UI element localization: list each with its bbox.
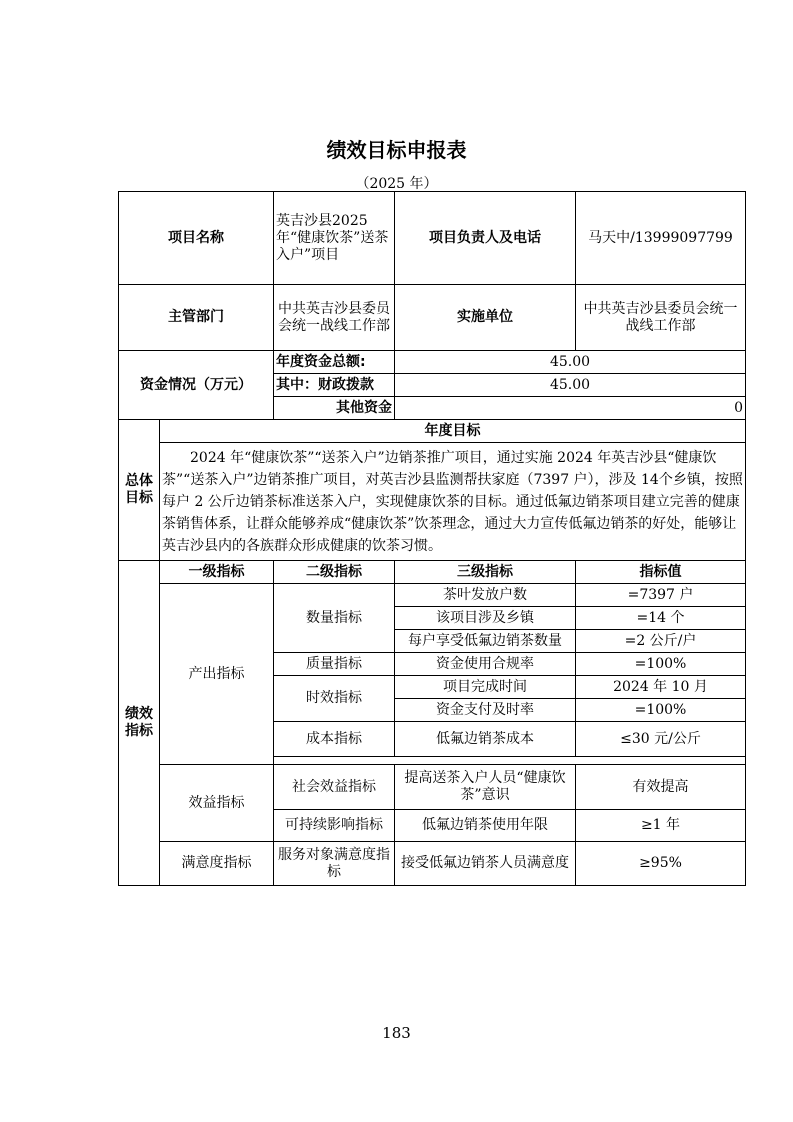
cost-indicator: 成本指标	[274, 722, 395, 757]
output-indicator: 产出指标	[160, 584, 274, 765]
indicator-name: 茶叶发放户数	[395, 584, 576, 607]
indicator-value: =100%	[576, 653, 746, 676]
indicator-value: =7397 户	[576, 584, 746, 607]
header-level2: 二级指标	[274, 561, 395, 584]
performance-target-table	[118, 191, 746, 886]
service-satisfaction-indicator: 服务对象满意度指标	[274, 842, 395, 886]
indicator-value: ≥95%	[576, 842, 746, 886]
indicator-name: 资金使用合规率	[395, 653, 576, 676]
indicator-value: =100%	[576, 699, 746, 722]
annual-goal-header-row	[119, 420, 746, 443]
indicator-name: 该项目涉及乡镇	[395, 607, 576, 630]
project-row	[119, 192, 746, 285]
overall-goal-label: 总体目标	[119, 420, 160, 561]
funds-fiscal-value: 45.00	[395, 374, 746, 397]
indicator-name: 提高送茶入户人员“健康饮茶”意识	[395, 765, 576, 810]
unit-label: 实施单位	[395, 285, 576, 351]
funds-other-label: 其他资金	[274, 397, 395, 420]
indicator-value: =14 个	[576, 607, 746, 630]
indicator-name: 每户享受低氟边销茶数量	[395, 630, 576, 653]
quality-indicator: 质量指标	[274, 653, 395, 676]
unit-value: 中共英吉沙县委员会统一战线工作部	[576, 285, 746, 351]
table-row	[119, 584, 746, 607]
annual-goal-text: 2024 年“健康饮茶”“送茶入户”边销茶推广项目，通过实施 2024 年英吉沙县“健康饮茶”“送茶入户”边销茶推广项目，对英吉沙县监测帮扶家庭（7397 户），涉及 14个乡镇，按照每户 2 公斤边销茶标准送茶入户，实现健康饮茶的目标。通过低氟边销茶项目建立完善的健康茶销售体系，让群众能够养成“健康饮茶”饮茶理念，通过大力宣传低氟边销茶的好处，能够让英吉沙县内的各族群众形成健康的饮茶习惯。	[160, 443, 746, 561]
header-level3: 三级指标	[395, 561, 576, 584]
project-leader-value: 马天中/13999097799	[576, 192, 746, 285]
indicator-name: 低氟边销茶使用年限	[395, 810, 576, 842]
page-number: 183	[382, 1024, 411, 1042]
report-year: （2025 年）	[355, 176, 438, 192]
page-title: 绩效目标申报表	[326, 138, 467, 162]
indicator-header-row	[119, 561, 746, 584]
indicator-name: 项目完成时间	[395, 676, 576, 699]
performance-indicator-label: 绩效指标	[119, 561, 160, 886]
spacer-cell	[274, 757, 746, 765]
project-name-value: 英吉沙县2025年“健康饮茶”送茶入户”项目	[274, 192, 395, 285]
social-benefit-indicator: 社会效益指标	[274, 765, 395, 810]
header-value: 指标值	[576, 561, 746, 584]
department-value: 中共英吉沙县委员会统一战线工作部	[274, 285, 395, 351]
funds-other-value: 0	[395, 397, 746, 420]
table-row	[119, 842, 746, 886]
quantity-indicator: 数量指标	[274, 584, 395, 653]
funds-total-value: 45.00	[395, 351, 746, 374]
timeliness-indicator: 时效指标	[274, 676, 395, 722]
project-name-label: 项目名称	[119, 192, 274, 285]
satisfaction-indicator: 满意度指标	[160, 842, 274, 886]
funds-total-label: 年度资金总额:	[274, 351, 395, 374]
indicator-value: =2 公斤/户	[576, 630, 746, 653]
header-level1: 一级指标	[160, 561, 274, 584]
funds-fiscal-label: 其中：财政拨款	[274, 374, 395, 397]
indicator-name: 接受低氟边销茶人员满意度	[395, 842, 576, 886]
indicator-value: ≥1 年	[576, 810, 746, 842]
funds-total-row	[119, 351, 746, 374]
department-row	[119, 285, 746, 351]
indicator-name: 资金支付及时率	[395, 699, 576, 722]
project-leader-label: 项目负责人及电话	[395, 192, 576, 285]
indicator-value: 有效提高	[576, 765, 746, 810]
funds-label: 资金情况（万元）	[119, 351, 274, 420]
indicator-value: 2024 年 10 月	[576, 676, 746, 699]
sustainable-impact-indicator: 可持续影响指标	[274, 810, 395, 842]
annual-goal-row	[119, 443, 746, 561]
benefit-indicator: 效益指标	[160, 765, 274, 842]
indicator-name: 低氟边销茶成本	[395, 722, 576, 757]
department-label: 主管部门	[119, 285, 274, 351]
indicator-value: ≤30 元/公斤	[576, 722, 746, 757]
table-row	[119, 765, 746, 810]
annual-goal-label: 年度目标	[160, 420, 746, 443]
